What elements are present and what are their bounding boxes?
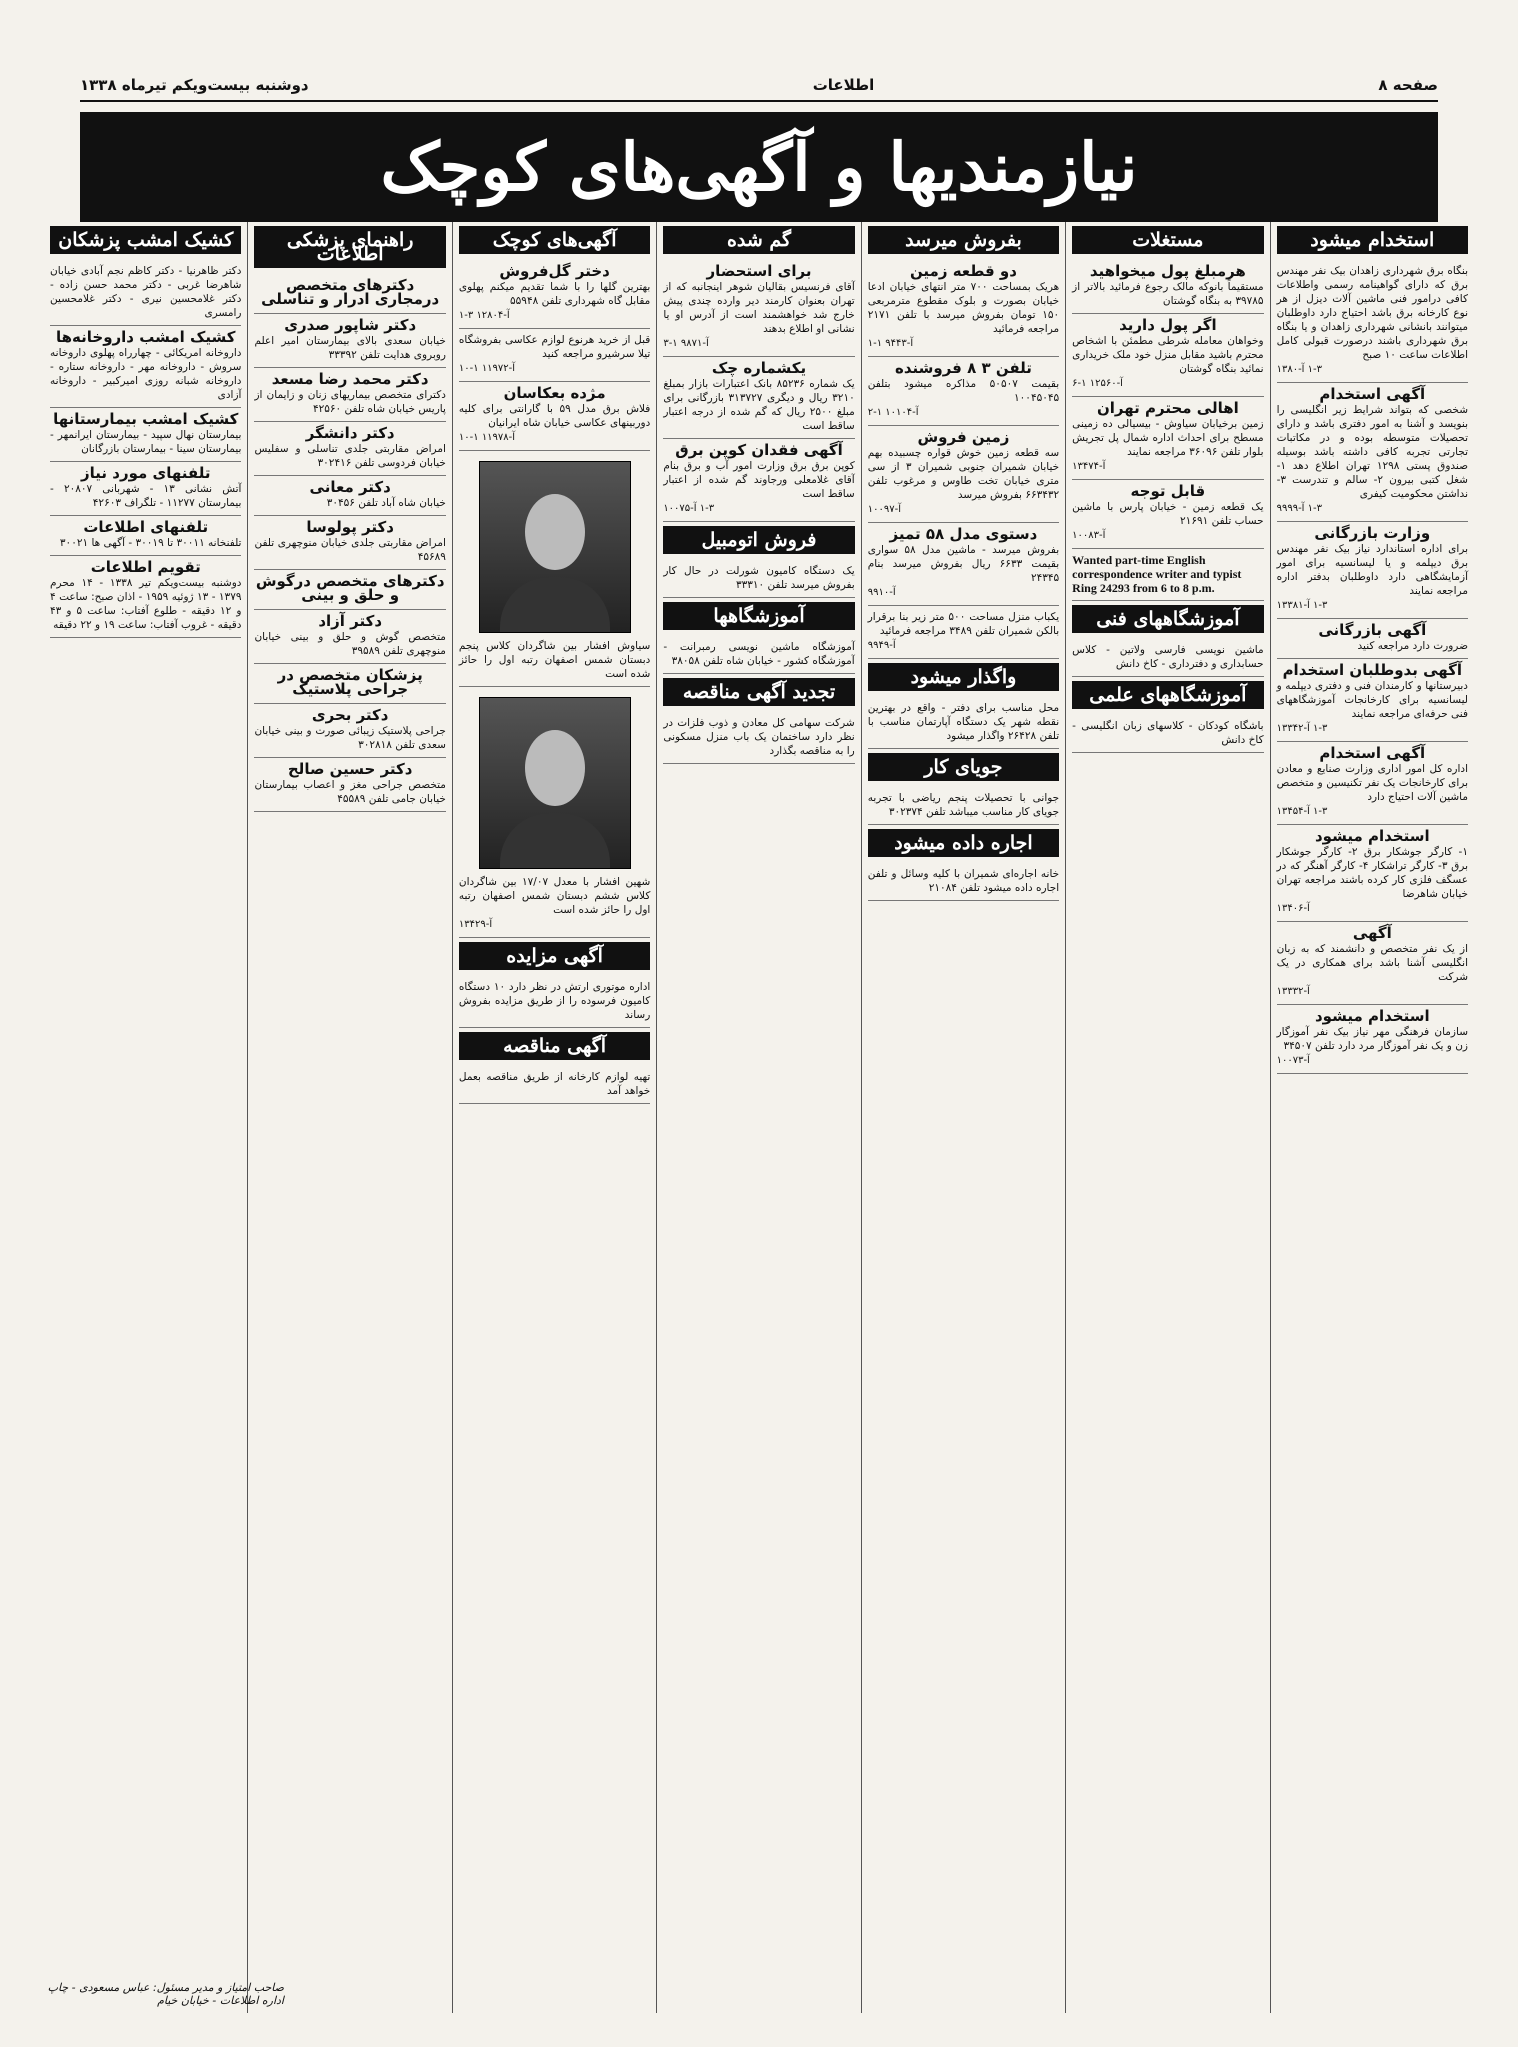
ad-ref: ۱-۳ آ-۱۰۰۷۵ bbox=[663, 503, 715, 514]
ad-body: متخصص جراحی مغز و اعصاب بیمارستان خیابان جامی تلفن ۴۵۵۸۹ bbox=[254, 779, 446, 805]
ad-ref: آ-۱۰۱۰۴ ۱-۲ bbox=[867, 407, 919, 418]
section-title: جویای کار bbox=[868, 753, 1059, 781]
ad-heading: دکترهای متخصص درگوش و حلق و بینی bbox=[255, 572, 445, 604]
ad-body: یک شماره ۸۵۲۳۶ بانک اعتبارات بازار بمبلغ ۳۲۱۰ ریال و دیگری ۳۱۳۷۲۷ بازرگانی برای مبلغ ۲۵۰۰ ریال که گم شده از درجه اعتبار ساقط است bbox=[663, 378, 855, 432]
classified-column bbox=[44, 222, 247, 2013]
ad-heading: دکتر آزاد bbox=[318, 612, 383, 630]
classified-ad bbox=[868, 787, 1059, 825]
classified-ad bbox=[663, 636, 854, 674]
ad-ref: آ-۱۰۰۷۳ bbox=[1276, 1055, 1310, 1066]
classified-ad bbox=[254, 368, 445, 422]
ad-body: از یک نفر متخصص و دانشمند که به زبان انگلیسی آشنا باشد برای همکاری در یک شرکت bbox=[1276, 943, 1468, 983]
classified-ad bbox=[868, 606, 1059, 659]
classified-columns bbox=[44, 222, 1474, 2013]
ad-ref: ۱-۳ آ-۱۳۳۸۱ bbox=[1276, 600, 1328, 611]
classified-ad bbox=[459, 1066, 650, 1104]
section-title: راهنمای پزشکی اطلاعات bbox=[254, 226, 445, 268]
ad-heading: دکتر پولوسا bbox=[306, 518, 394, 536]
section-title: آگهی مناقصه bbox=[459, 1032, 650, 1060]
ad-heading: آگهی استخدام bbox=[1319, 744, 1426, 762]
classified-ad bbox=[459, 976, 650, 1028]
classified-ad bbox=[1277, 383, 1468, 522]
classified-ad bbox=[254, 274, 445, 314]
ad-body: سازمان فرهنگی مهر نیاز بیک نفر آموزگار زن و یک نفر آموزگار مرد دارد تلفن ۳۴۵۰۷ bbox=[1276, 1026, 1468, 1052]
classified-ad bbox=[663, 357, 854, 439]
classified-ad bbox=[868, 523, 1059, 606]
ad-body: جراحی پلاستیک زیبائی صورت و بینی خیابان سعدی تلفن ۳۰۲۸۱۸ bbox=[254, 725, 446, 751]
classified-ad bbox=[1277, 619, 1468, 659]
ad-body: زمین برخیابان سیاوش - بیسیالی ده زمینی مسطح برای احداث اداره شمال پل تجریش بلوار تلفن ۳۶۰۹۶ مراجعه نمایند bbox=[1072, 418, 1264, 458]
ad-body: شهین افشار با معدل ۱۷/۰۷ بین شاگردان کلاس ششم دبستان شمس اصفهان رتبه اول را حائز شده است bbox=[458, 876, 651, 916]
ad-ref: آ-۱۳۴۲۹ bbox=[458, 919, 493, 930]
ad-heading: اگر پول دارید bbox=[1119, 316, 1217, 334]
section-title: آموزشگاههای علمی bbox=[1072, 681, 1263, 709]
classified-ad bbox=[459, 382, 650, 451]
ad-body: دوشنبه بیست‌ویکم تیر ۱۳۳۸ - ۱۴ محرم ۱۳۷۹ - ۱۳ ژوئیه ۱۹۵۹ - اذان صبح: ساعت ۴ و ۱۲ دقیقه - طلوع آفتاب: ساعت ۵ و ۴۳ دقیقه - غروب آفتاب: ساعت ۱۹ و ۲۲ دقیقه bbox=[50, 577, 242, 631]
ad-body: قبل از خرید هرنوع لوازم عکاسی بفروشگاه تیلا سرشیرو مراجعه کنید bbox=[458, 334, 651, 360]
ad-ref: آ-۱۰۰۸۳ bbox=[1072, 530, 1106, 541]
ad-body: بنگاه برق شهرداری زاهدان بیک نفر مهندس برق که دارای گواهینامه رسمی واطلاعات کافی درامور فنی ماشین آلات دیزل از هر نوع کارخانه برق باشد احتیاج دارد داوطلبان میتوانند بانشانی شهرداری زاهدان و یا بنگاه برق شهرداری باشند درصورت قبولی کامل اطلاعات ساعت ۱۰ صبح bbox=[1276, 265, 1468, 361]
classified-ad bbox=[1277, 659, 1468, 742]
classified-ad bbox=[1072, 260, 1263, 314]
classified-ad bbox=[254, 664, 445, 704]
ad-heading: کشیک امشب داروخانه‌ها bbox=[56, 328, 236, 346]
classified-ad bbox=[1277, 1005, 1468, 1074]
ad-heading: دکتر معانی bbox=[309, 478, 391, 496]
ad-body: مستقیماً بانوکه مالک رجوع فرمائید بالاتر از ۳۹۷۸۵ به بنگاه گوشتان bbox=[1072, 281, 1264, 307]
ad-body: هریک بمساحت ۷۰۰ متر انتهای خیابان ادعا خیابان بصورت و بلوک مقطوع مترمربعی ۱۵۰ تومان بفروش میرسد با تلفن ۲۱۷۱ مراجعه فرمائید bbox=[867, 281, 1060, 335]
ad-body: امراض مقاربتی جلدی خیابان منوچهری تلفن ۴۵۶۸۹ bbox=[254, 537, 446, 563]
student-photo bbox=[479, 697, 631, 869]
ad-heading: تلفن ۳ ۸ فروشنده bbox=[894, 359, 1032, 377]
ad-heading: پزشکان متخصص در جراحی پلاستیک bbox=[277, 666, 423, 698]
ad-heading: تلفنهای مورد نیاز bbox=[81, 464, 211, 482]
section-title: واگذار میشود bbox=[868, 663, 1059, 691]
ad-body: تهیه لوازم کارخانه از طریق مناقصه بعمل خواهد آمد bbox=[458, 1071, 651, 1097]
page-header bbox=[80, 70, 1438, 102]
ad-heading: آگهی استخدام bbox=[1319, 385, 1426, 403]
issue-date: دوشنبه بیست‌ویکم تیرماه ۱۳۳۸ bbox=[80, 76, 309, 94]
classified-ad bbox=[254, 610, 445, 664]
classified-ad bbox=[254, 758, 445, 812]
ad-heading: دو قطعه زمین bbox=[909, 262, 1017, 280]
ad-heading: وزارت بازرگانی bbox=[1314, 524, 1431, 542]
section-title: بفروش میرسد bbox=[868, 226, 1059, 254]
classified-ad bbox=[663, 260, 854, 357]
ad-body: دبیرستانها و کارمندان فنی و دفتری دیپلمه و لیسانسیه برای کارخانجات آموزشگاههای فنی حرفه‌ای مراجعه نمایند bbox=[1276, 680, 1468, 720]
ad-body: ماشین نویسی فارسی ولاتین - کلاس حسابداری و دفترداری - کاخ دانش bbox=[1072, 644, 1264, 670]
classified-ad bbox=[868, 863, 1059, 901]
ad-body: امراض مقاربتی جلدی تناسلی و سفلیس خیابان فردوسی تلفن ۳۰۲۴۱۶ bbox=[254, 443, 446, 469]
ad-ref: ۱-۳ آ-۱۳۸۰ bbox=[1276, 364, 1322, 375]
ad-ref: آ-۹۹۱۰ bbox=[867, 587, 896, 598]
classified-ad bbox=[50, 462, 241, 516]
ad-ref: آ-۹۹۴۹ bbox=[867, 640, 896, 651]
ad-body: داروخانه امریکائی - چهارراه پهلوی داروخانه سروش - داروخانه مهر - داروخانه ستاره - داروخانه شبانه روزی امیرکبیر - داروخانه آزادی bbox=[50, 347, 242, 401]
classified-ad bbox=[868, 697, 1059, 749]
section-title: آموزشگاههای فنی bbox=[1072, 605, 1263, 633]
ad-body: شرکت سهامی کل معادن و ذوب فلزات در نظر دارد ساختمان یک باب منزل مسکونی را به مناقصه بگذارد bbox=[663, 717, 855, 757]
student-photo bbox=[479, 461, 631, 633]
ad-body: دکتر ظاهرنیا - دکتر کاظم نجم آبادی خیابان شاهرضا غربی - دکتر محمد حسن زاده - دکتر غلامحسین نیری - دکتر غلامحسین رامسری bbox=[50, 265, 242, 319]
section-title: کشیک امشب پزشکان bbox=[50, 226, 241, 254]
ad-body: بقیمت ۵۰۵۰۷ مذاکره میشود بتلفن ۱۰۰۴۵۰۴۵ bbox=[867, 378, 1060, 404]
classified-ad bbox=[868, 357, 1059, 426]
publisher-credit: صاحب امتیاز و مدیر مسئول: عباس مسعودی - چاپ اداره اطلاعات - خیابان خیام bbox=[47, 1981, 284, 2007]
ad-heading: دکتر حسین صالح bbox=[287, 760, 413, 778]
classified-ad bbox=[663, 712, 854, 764]
ad-heading: دکتر محمد رضا مسعد bbox=[271, 370, 429, 388]
ad-heading: آگهی بدوطلبان استخدام bbox=[1282, 661, 1463, 679]
ad-heading: برای استحضار bbox=[706, 262, 812, 280]
ad-body: دکترای متخصص بیماریهای زنان و زایمان از پاریس خیابان شاه تلفن ۴۲۵۶۰ bbox=[254, 389, 446, 415]
ad-ref: ۱-۳ آ-۱۳۴۵۴ bbox=[1276, 806, 1328, 817]
ad-ref: آ-۱۱۹۷۲ ۱-۱۰ bbox=[458, 363, 516, 374]
ad-body: بهترین گلها را با شما تقدیم میکنم پهلوی مقابل گاه شهرداری تلفن ۵۵۹۴۸ bbox=[458, 281, 651, 307]
ad-ref: آ-۱۱۹۷۸ ۱-۱۰ bbox=[458, 432, 516, 443]
section-title: فروش اتومبیل bbox=[663, 526, 854, 554]
ad-ref: آ-۱۲۸۰۴ ۳-۱ bbox=[458, 310, 510, 321]
ad-body: شخصی که بتواند شرایط زیر انگلیسی را بنویسد و آشنا به امور دفتری باشد و دارای تحصیلات متوسطه بوده و در مکاتبات تجارتی تجربه کافی داشته باشد بوسیله صندوق پستی ۱۲۹۸ تهران اطلاع دهد ۱- شغل کتبی بیرون ۲- سالم و تندرست ۳- نداشتن محکومیت کیفری bbox=[1276, 404, 1468, 500]
classified-ad bbox=[868, 260, 1059, 357]
ad-heading: دختر گل‌فروش bbox=[499, 262, 610, 280]
ad-heading: آگهی فقدان کوپن برق bbox=[675, 441, 843, 459]
classified-ad bbox=[1277, 922, 1468, 1005]
ad-body: برای اداره استاندارد نیاز بیک نفر مهندس برق دیپلمه و یا لیسانسیه برای امور آزمایشگاهی دارد داوطلبان بدفتر اداره مراجعه نمایند bbox=[1276, 543, 1468, 597]
ad-heading: قابل توجه bbox=[1130, 482, 1206, 500]
classified-ad bbox=[459, 451, 650, 687]
classified-ad bbox=[663, 560, 854, 598]
ad-ref: آ-۱۳۴۷۴ bbox=[1072, 461, 1106, 472]
ad-heading: استخدام میشود bbox=[1314, 827, 1430, 845]
ad-heading: اهالی محترم تهران bbox=[1096, 399, 1239, 417]
ad-body: اداره موتوری ارتش در نظر دارد ۱۰ دستگاه کامیون فرسوده را از طریق مزایده بفروش رساند bbox=[458, 981, 651, 1021]
ad-heading: آگهی بازرگانی bbox=[1318, 621, 1427, 639]
ad-body: خیابان شاه آباد تلفن ۳۰۴۵۶ bbox=[326, 497, 446, 509]
classified-column bbox=[1270, 222, 1474, 2013]
section-title: گم شده bbox=[663, 226, 854, 254]
classified-ad bbox=[1277, 825, 1468, 922]
classified-column bbox=[452, 222, 656, 2013]
classified-ad bbox=[459, 260, 650, 329]
ad-body: سیاوش افشار بین شاگردان کلاس پنجم دبستان شمس اصفهان رتبه اول را حائز شده است bbox=[458, 640, 651, 680]
ad-heading: دکترهای متخصص درمجاری ادرار و تناسلی bbox=[261, 276, 440, 308]
section-title: آموزشگاهها bbox=[663, 602, 854, 630]
ad-ref: آ-۹۸۷۱ ۱-۳ bbox=[663, 338, 709, 349]
english-ad: Wanted part-time English correspondence writer and typist Ring 24293 from 6 to 8 p.m. bbox=[1072, 549, 1263, 601]
section-title: اجاره داده میشود bbox=[868, 829, 1059, 857]
classified-ad bbox=[50, 326, 241, 408]
section-title: آگهی مزایده bbox=[459, 942, 650, 970]
classified-column bbox=[656, 222, 860, 2013]
ad-body: اداره کل امور اداری وزارت صنایع و معادن برای کارخانجات یک نفر تکنیسین و متخصص ماشین آلات احتیاج دارد bbox=[1276, 763, 1468, 803]
ad-body: متخصص گوش و حلق و بینی خیابان منوچهری تلفن ۳۹۵۸۹ bbox=[254, 631, 446, 657]
ad-heading: تقویم اطلاعات bbox=[90, 558, 201, 576]
ad-body: خیابان سعدی بالای بیمارستان امیر اعلم روبروی هدایت تلفن ۳۳۳۹۲ bbox=[254, 335, 446, 361]
ad-ref: ۱-۳ آ-۱۳۳۴۲ bbox=[1276, 723, 1328, 734]
classified-ad bbox=[1072, 480, 1263, 549]
section-title: آگهی‌های کوچک bbox=[459, 226, 650, 254]
classified-ad bbox=[50, 556, 241, 638]
ad-body: یکباب منزل مساحت ۵۰۰ متر زیر بنا برقرار بالکن شمیران تلفن ۳۴۸۹ مراجعه فرمائید bbox=[867, 611, 1060, 637]
ad-ref: آ-۹۴۴۳ ۱-۱ bbox=[867, 338, 914, 349]
classified-ad bbox=[50, 408, 241, 462]
ad-heading: تلفنهای اطلاعات bbox=[83, 518, 209, 536]
ad-heading: دکتر شاپور صدری bbox=[284, 316, 417, 334]
classified-ad bbox=[459, 329, 650, 382]
ad-body: ۱- کارگر جوشکار برق ۲- کارگر جوشکار برق ۳- کارگر تراشکار ۴- کارگر آهنگر که در عسگف فلزی کار کرده باشند مراجعه تهران خیابان شاهرضا bbox=[1276, 846, 1468, 900]
ad-heading: دستوی مدل ۵۸ تمیز bbox=[889, 525, 1038, 543]
classified-ad bbox=[663, 439, 854, 522]
classified-ad bbox=[254, 422, 445, 476]
ad-body: باشگاه کودکان - کلاسهای زبان انگلیسی - کاخ دانش bbox=[1072, 720, 1264, 746]
ad-body: یک دستگاه کامیون شورلت در حال کار بفروش میرسد تلفن ۳۳۳۱۰ bbox=[663, 565, 855, 591]
section-title: مستغلات bbox=[1072, 226, 1263, 254]
classified-ad bbox=[254, 704, 445, 758]
paper-name: اطلاعات bbox=[812, 76, 875, 94]
classified-ad bbox=[1277, 522, 1468, 619]
ad-body: یک قطعه زمین - خیابان پارس با ماشین حساب تلفن ۲۱۶۹۱ bbox=[1072, 501, 1264, 527]
ad-body: وخواهان معامله شرطی مطمئن با اشخاص محترم باشید مقابل منزل خود ملک خریداری نمائید بنگاه گوشتان bbox=[1072, 335, 1264, 375]
classified-ad bbox=[1072, 639, 1263, 677]
classified-ad bbox=[459, 687, 650, 938]
classified-ad bbox=[1072, 397, 1263, 480]
classified-ad bbox=[254, 570, 445, 610]
ad-body: خانه اجاره‌ای شمیران با کلیه وسائل و تلفن اجاره داده میشود تلفن ۲۱۰۸۴ bbox=[867, 868, 1060, 894]
classified-ad bbox=[868, 426, 1059, 523]
section-banner: نیازمندیها و آگهی‌های کوچک bbox=[80, 112, 1438, 222]
ad-heading: هرمبلغ پول میخواهید bbox=[1089, 262, 1246, 280]
ad-body: آموزشگاه ماشین نویسی رمبرانت - آموزشگاه کشور - خیابان شاه تلفن ۳۸۰۵۸ bbox=[663, 641, 855, 667]
ad-body: جوانی با تحصیلات پنجم ریاضی با تجربه جویای کار مناسب میباشد تلفن ۳۰۲۳۷۴ bbox=[867, 792, 1060, 818]
classified-column bbox=[247, 222, 451, 2013]
page-number: صفحه ۸ bbox=[1378, 76, 1438, 94]
classified-ad bbox=[1277, 742, 1468, 825]
classified-ad bbox=[254, 476, 445, 516]
classified-ad bbox=[50, 516, 241, 556]
ad-heading: زمین فروش bbox=[917, 428, 1010, 446]
classified-column bbox=[861, 222, 1065, 2013]
ad-heading: کشیک امشب بیمارستانها bbox=[53, 410, 239, 428]
ad-heading: دکتر بحری bbox=[311, 706, 389, 724]
classified-ad bbox=[50, 260, 241, 326]
section-title: استخدام میشود bbox=[1277, 226, 1468, 254]
ad-body: بیمارستان نهال سپید - بیمارستان ایرانمهر - بیمارستان سینا - بیمارستان بازرگانان bbox=[50, 429, 242, 455]
ad-ref: آ-۱۳۳۳۲ bbox=[1276, 986, 1310, 997]
classified-column bbox=[1065, 222, 1269, 2013]
ad-body: تلفنخانه ۳۰۰۱۱ تا ۳۰۰۱۹ - آگهی ها ۳۰۰۲۱ bbox=[59, 537, 242, 549]
classified-ad bbox=[1277, 260, 1468, 383]
ad-body: آتش نشانی ۱۳ - شهربانی ۲۰۸۰۷ - بیمارستان ۱۱۲۷۷ - تلگراف ۴۲۶۰۳ bbox=[50, 483, 242, 509]
classified-ad bbox=[254, 516, 445, 570]
ad-body: آقای فرنسیس بقالیان شوهر اینجانبه که از تهران بعنوان کارمند دیر وارده چندی پیش خارج شد خواهشمند است از آدرس او یا نشانی او اطلاع بدهند bbox=[663, 281, 855, 335]
ad-ref: ۱-۳ آ-۹۹۹۹ bbox=[1276, 503, 1322, 514]
ad-body: بفروش میرسد - ماشین مدل ۵۸ سواری بقیمت ۶۶۳۳ ریال بفروش میرسد بنام ۲۴۳۴۵ bbox=[867, 544, 1060, 584]
ad-body: محل مناسب برای دفتر - واقع در بهترین نقطه شهر یک دستگاه آپارتمان مناسب با تلفن ۲۶۴۲۸ واگذار میشود bbox=[867, 702, 1060, 742]
ad-heading: یکشماره چک bbox=[711, 359, 807, 377]
ad-ref: آ-۱۲۵۶۰ ۱-۶ bbox=[1072, 378, 1123, 389]
ad-body: ضرورت دارد مراجعه کنید bbox=[1357, 640, 1468, 652]
classified-ad bbox=[254, 314, 445, 368]
classified-ad bbox=[1072, 314, 1263, 397]
classified-ad bbox=[1072, 715, 1263, 753]
ad-ref: آ-۱۰۰۹۷ bbox=[867, 504, 901, 515]
ad-heading: استخدام میشود bbox=[1314, 1007, 1430, 1025]
ad-body: سه قطعه زمین خوش قواره چسبیده بهم خیابان شمیران جنوبی شمیران ۳ از سی متری خیابان تخت طاوس و مرغوب تلفن ۶۶۳۴۳۲ بفروش میرسد bbox=[867, 447, 1060, 501]
ad-body: کوپن برق برق وزارت امور آب و برق بنام آقای غلامعلی ورجاوند گم شده از اعتبار ساقط است bbox=[663, 460, 855, 500]
section-title: تجدید آگهی مناقصه bbox=[663, 678, 854, 706]
ad-heading: مژده بعکاسان bbox=[503, 384, 606, 402]
ad-body: فلاش برق مدل ۵۹ با گارانتی برای کلیه دوربینهای عکاسی خیابان شاه ایرانیان bbox=[458, 403, 651, 429]
ad-heading: آگهی bbox=[1352, 924, 1392, 942]
ad-heading: دکتر دانشگر bbox=[305, 424, 395, 442]
ad-ref: آ-۱۳۴۰۶ bbox=[1276, 903, 1310, 914]
